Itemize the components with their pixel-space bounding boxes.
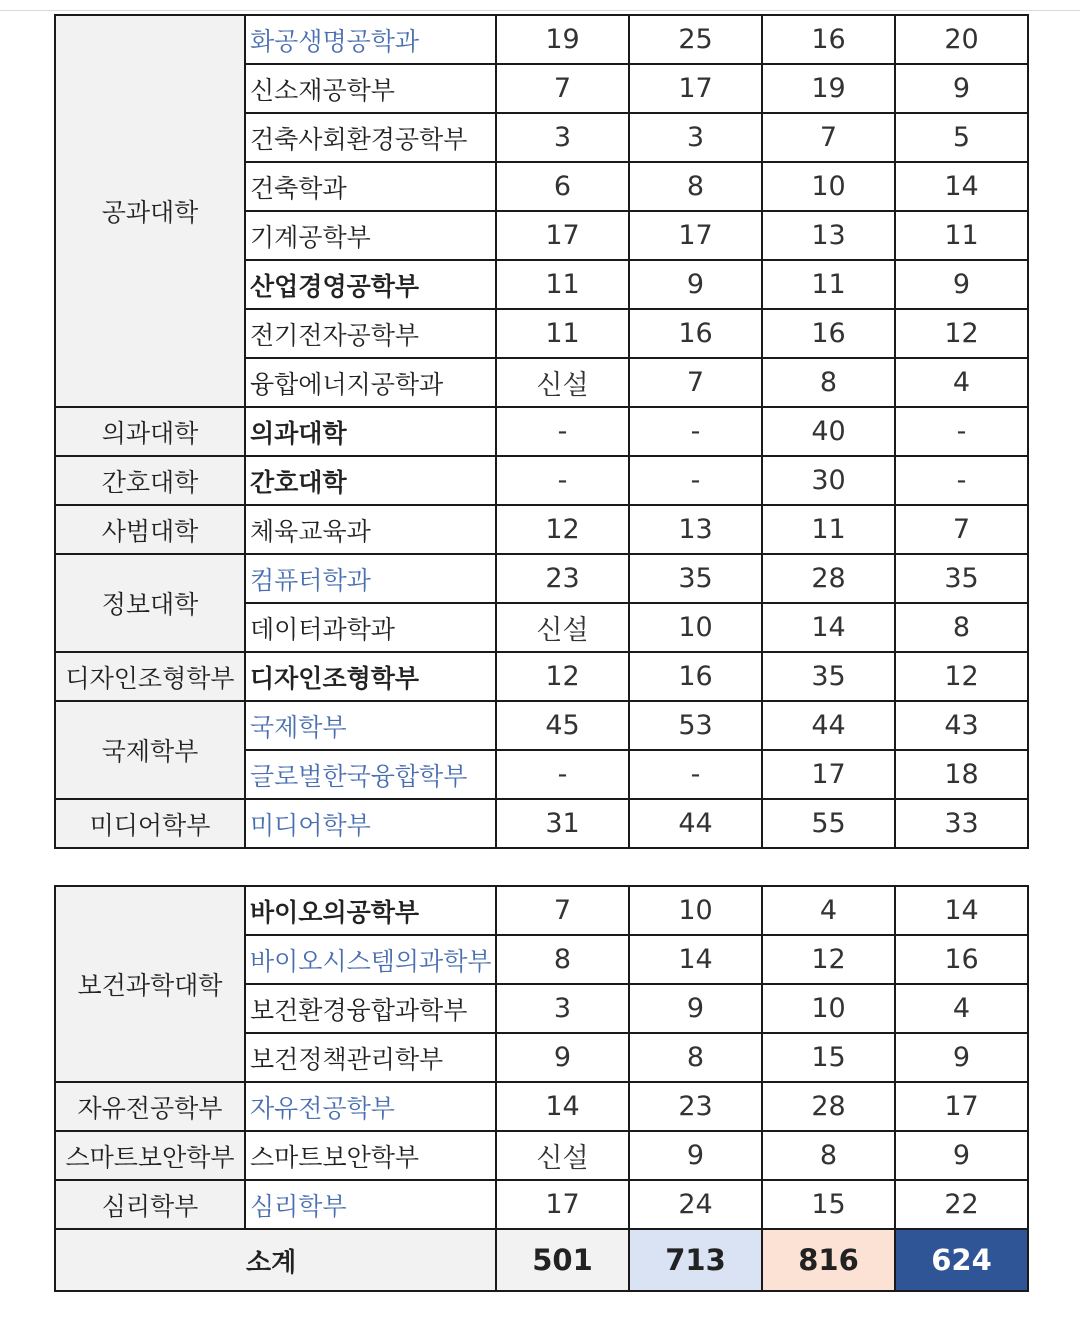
value-cell: 8: [762, 1131, 895, 1180]
admissions-table-upper: [54, 14, 1029, 849]
value-cell: 8: [895, 603, 1028, 652]
table-row: [55, 554, 1028, 603]
top-divider: [0, 10, 1080, 11]
value-cell: 7: [629, 358, 762, 407]
value-cell: 4: [762, 886, 895, 935]
college-cell: 공과대학: [55, 15, 245, 407]
value-cell: 14: [895, 886, 1028, 935]
department-cell: 건축사회환경공학부: [245, 113, 496, 162]
value-cell: 20: [895, 15, 1028, 64]
admissions-table-lower: [54, 885, 1029, 1292]
value-cell: 9: [629, 984, 762, 1033]
department-cell: 스마트보안학부: [245, 1131, 496, 1180]
value-cell: 55: [762, 799, 895, 848]
subtotal-label: 소계: [55, 1229, 496, 1291]
college-cell: 사범대학: [55, 505, 245, 554]
department-cell: 신소재공학부: [245, 64, 496, 113]
value-cell: 17: [895, 1082, 1028, 1131]
value-cell: 19: [496, 15, 629, 64]
department-cell: 기계공학부: [245, 211, 496, 260]
value-cell: 11: [762, 505, 895, 554]
department-cell: 융합에너지공학과: [245, 358, 496, 407]
value-cell: 35: [895, 554, 1028, 603]
value-cell: 15: [762, 1180, 895, 1229]
value-cell: 3: [496, 113, 629, 162]
table-row: [55, 652, 1028, 701]
subtotal-value: 624: [895, 1229, 1028, 1291]
value-cell: -: [629, 407, 762, 456]
value-cell: 12: [895, 652, 1028, 701]
department-link[interactable]: 컴퓨터학과: [245, 554, 496, 603]
value-cell: 11: [496, 260, 629, 309]
value-cell: 7: [762, 113, 895, 162]
subtotal-value: 713: [629, 1229, 762, 1291]
value-cell: 30: [762, 456, 895, 505]
value-cell: 8: [762, 358, 895, 407]
subtotal-value: 501: [496, 1229, 629, 1291]
value-cell: 10: [762, 162, 895, 211]
value-cell: 17: [496, 211, 629, 260]
value-cell: 9: [629, 260, 762, 309]
table-row: [55, 1131, 1028, 1180]
value-cell: 10: [629, 886, 762, 935]
value-cell: 15: [762, 1033, 895, 1082]
college-cell: 디자인조형학부: [55, 652, 245, 701]
value-cell: -: [895, 407, 1028, 456]
department-link[interactable]: 심리학부: [245, 1180, 496, 1229]
value-cell: 9: [895, 1131, 1028, 1180]
value-cell: 25: [629, 15, 762, 64]
department-cell: 보건정책관리학부: [245, 1033, 496, 1082]
value-cell: 16: [895, 935, 1028, 984]
value-cell: 45: [496, 701, 629, 750]
value-cell: -: [895, 456, 1028, 505]
value-cell: 31: [496, 799, 629, 848]
college-cell: 스마트보안학부: [55, 1131, 245, 1180]
department-cell: 데이터과학과: [245, 603, 496, 652]
department-cell: 체육교육과: [245, 505, 496, 554]
department-cell: 의과대학: [245, 407, 496, 456]
value-cell: 7: [496, 886, 629, 935]
value-cell: -: [496, 407, 629, 456]
value-cell: 23: [496, 554, 629, 603]
value-cell: 8: [629, 1033, 762, 1082]
value-cell: 14: [629, 935, 762, 984]
value-cell: 28: [762, 1082, 895, 1131]
department-cell: 디자인조형학부: [245, 652, 496, 701]
value-cell: 53: [629, 701, 762, 750]
value-cell: 13: [629, 505, 762, 554]
college-cell: 국제학부: [55, 701, 245, 799]
value-cell: -: [496, 456, 629, 505]
value-cell: 35: [629, 554, 762, 603]
value-cell: 14: [496, 1082, 629, 1131]
value-cell: 8: [629, 162, 762, 211]
college-cell: 보건과학대학: [55, 886, 245, 1082]
value-cell: 신설: [496, 603, 629, 652]
value-cell: 44: [762, 701, 895, 750]
value-cell: 16: [629, 652, 762, 701]
department-link[interactable]: 자유전공학부: [245, 1082, 496, 1131]
subtotal-row: [55, 1229, 1028, 1291]
department-cell: 바이오의공학부: [245, 886, 496, 935]
value-cell: -: [496, 750, 629, 799]
value-cell: 5: [895, 113, 1028, 162]
value-cell: 12: [496, 505, 629, 554]
value-cell: -: [629, 456, 762, 505]
value-cell: 18: [895, 750, 1028, 799]
value-cell: 9: [895, 64, 1028, 113]
value-cell: 10: [629, 603, 762, 652]
value-cell: 16: [762, 15, 895, 64]
college-cell: 정보대학: [55, 554, 245, 652]
table-row: [55, 407, 1028, 456]
value-cell: 35: [762, 652, 895, 701]
value-cell: 19: [762, 64, 895, 113]
value-cell: 11: [895, 211, 1028, 260]
college-cell: 간호대학: [55, 456, 245, 505]
value-cell: 6: [496, 162, 629, 211]
value-cell: 4: [895, 358, 1028, 407]
value-cell: 14: [762, 603, 895, 652]
table-row: [55, 1082, 1028, 1131]
value-cell: 43: [895, 701, 1028, 750]
value-cell: 44: [629, 799, 762, 848]
value-cell: 22: [895, 1180, 1028, 1229]
value-cell: 11: [496, 309, 629, 358]
value-cell: 24: [629, 1180, 762, 1229]
value-cell: 8: [496, 935, 629, 984]
department-link[interactable]: 화공생명공학과: [245, 15, 496, 64]
value-cell: 9: [895, 260, 1028, 309]
table-row: [55, 886, 1028, 935]
table-row: [55, 456, 1028, 505]
value-cell: 17: [629, 64, 762, 113]
table-row: [55, 701, 1028, 750]
value-cell: 신설: [496, 358, 629, 407]
value-cell: 3: [496, 984, 629, 1033]
department-cell: 건축학과: [245, 162, 496, 211]
value-cell: 17: [496, 1180, 629, 1229]
college-cell: 미디어학부: [55, 799, 245, 848]
department-link[interactable]: 글로벌한국융합학부: [245, 750, 496, 799]
department-cell: 산업경영공학부: [245, 260, 496, 309]
value-cell: 40: [762, 407, 895, 456]
value-cell: 7: [895, 505, 1028, 554]
value-cell: 12: [762, 935, 895, 984]
value-cell: 12: [895, 309, 1028, 358]
value-cell: 신설: [496, 1131, 629, 1180]
department-cell: 전기전자공학부: [245, 309, 496, 358]
table-row: [55, 1180, 1028, 1229]
value-cell: 9: [629, 1131, 762, 1180]
value-cell: 23: [629, 1082, 762, 1131]
value-cell: 17: [629, 211, 762, 260]
department-link[interactable]: 미디어학부: [245, 799, 496, 848]
college-cell: 의과대학: [55, 407, 245, 456]
table-row: [55, 15, 1028, 64]
value-cell: 33: [895, 799, 1028, 848]
value-cell: -: [629, 750, 762, 799]
department-link[interactable]: 국제학부: [245, 701, 496, 750]
value-cell: 11: [762, 260, 895, 309]
value-cell: 10: [762, 984, 895, 1033]
value-cell: 7: [496, 64, 629, 113]
value-cell: 13: [762, 211, 895, 260]
value-cell: 28: [762, 554, 895, 603]
value-cell: 17: [762, 750, 895, 799]
department-cell: 간호대학: [245, 456, 496, 505]
department-cell: 보건환경융합과학부: [245, 984, 496, 1033]
value-cell: 9: [496, 1033, 629, 1082]
college-cell: 자유전공학부: [55, 1082, 245, 1131]
value-cell: 14: [895, 162, 1028, 211]
value-cell: 16: [629, 309, 762, 358]
value-cell: 12: [496, 652, 629, 701]
subtotal-value: 816: [762, 1229, 895, 1291]
table-row: [55, 799, 1028, 848]
table-row: [55, 505, 1028, 554]
value-cell: 4: [895, 984, 1028, 1033]
college-cell: 심리학부: [55, 1180, 245, 1229]
value-cell: 3: [629, 113, 762, 162]
value-cell: 16: [762, 309, 895, 358]
department-link[interactable]: 바이오시스템의과학부: [245, 935, 496, 984]
value-cell: 9: [895, 1033, 1028, 1082]
